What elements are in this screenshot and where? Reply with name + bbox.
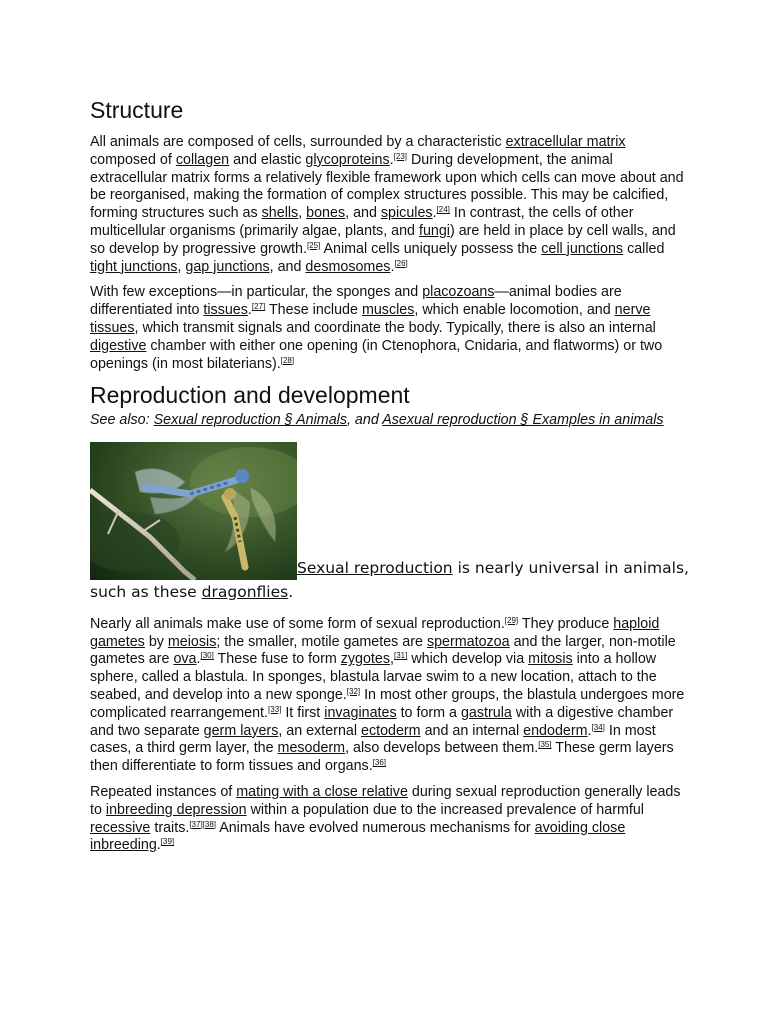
heading-reproduction: Reproduction and development <box>90 382 410 409</box>
citation-33[interactable]: [33] <box>268 704 282 714</box>
link-caption-sexual-reproduction[interactable]: Sexual reproduction <box>297 558 453 577</box>
link-meiosis[interactable]: meiosis <box>167 633 217 650</box>
link-cell-junctions[interactable]: cell junctions <box>541 240 624 257</box>
link-invaginates[interactable]: invaginates <box>324 704 397 721</box>
citation-39[interactable]: [39] <box>160 837 175 847</box>
link-endoderm[interactable]: endoderm <box>523 722 588 739</box>
link-tight-junctions[interactable]: tight junctions <box>90 258 178 275</box>
link-gametes[interactable]: gametes <box>90 633 145 650</box>
link-shells[interactable]: shells <box>261 205 299 222</box>
link-bones[interactable]: bones <box>306 205 346 222</box>
link-inbreeding-depression[interactable]: inbreeding depression <box>105 801 247 818</box>
link-recessive[interactable]: recessive <box>90 819 151 836</box>
link-spicules[interactable]: spicules <box>380 205 433 222</box>
link-placozoans[interactable]: placozoans <box>422 284 495 301</box>
paragraph-structure-2: With few exceptions—in particular, the sponges and placozoans—animal bodies are differentiated into tissues.[27] These include muscles, which enable locomotion, and nerve tissues, which transmit signals and coordinate the body. Typically, there is also an internal digestive chamber with either one opening (in Ctenophora, Cnidaria, and flatworms) or two openings (in most bilaterians).[28] <box>90 284 663 372</box>
link-digestive[interactable]: digestive <box>90 337 147 354</box>
link-spermatozoa[interactable]: spermatozoa <box>426 633 510 650</box>
article-body <box>90 96 690 863</box>
citation-35[interactable]: [35] <box>538 740 552 750</box>
citation-25[interactable]: [25] <box>306 240 321 250</box>
citation-34[interactable]: [34] <box>591 722 605 732</box>
paragraph-reproduction-1: Nearly all animals make use of some form of sexual reproduction.[29] They produce haploid gametes by meiosis; the smaller, motile gametes are spermatozoa and the larger, non-motile gametes are ova.[30] These fuse to form zygotes,[31] which develop via mitosis into a hollow sphere, called a blastula. In sponges, blastula larvae swim to a new location, attach to the seabed, and develop into a new sponge.[32] In most other groups, the blastula undergoes more complicated rearrangement.[33] It first invaginates to form a gastrula with a digestive chamber and two separate germ layers, an external ectoderm and an internal endoderm.[34] In most cases, a third germ layer, the mesoderm, also develops between them.[35] These germ layers then differentiate to form tissues and organs.[36] <box>90 615 685 775</box>
link-haploid[interactable]: haploid <box>613 615 660 632</box>
link-avoiding-close-inbreeding[interactable]: avoiding close inbreeding <box>90 819 626 854</box>
citation-27[interactable]: [27] <box>251 302 266 312</box>
link-muscles[interactable]: muscles <box>361 302 415 319</box>
heading-structure: Structure <box>90 97 184 123</box>
citation-23[interactable]: [23] <box>393 151 407 161</box>
link-zygotes[interactable]: zygotes <box>340 651 391 668</box>
link-mesoderm[interactable]: mesoderm <box>277 740 346 757</box>
link-desmosomes[interactable]: desmosomes <box>305 258 391 275</box>
link-ova[interactable]: ova <box>173 651 197 668</box>
citation-29[interactable]: [29] <box>504 615 519 625</box>
figure-dragonflies: Sexual reproduction is nearly universal in animals, such as these dragonflies. <box>90 442 690 604</box>
link-gastrula[interactable]: gastrula <box>460 704 512 721</box>
citation-32[interactable]: [32] <box>346 687 361 697</box>
link-glycoproteins[interactable]: glycoproteins <box>305 151 390 168</box>
link-mitosis[interactable]: mitosis <box>528 651 573 668</box>
paragraph-reproduction-2: Repeated instances of mating with a close relative during sexual reproduction generally leads to inbreeding depression within a population due to the increased prevalence of harmful recessive traits.[37][38] Animals have evolved numerous mechanisms for avoiding close inbreeding.[39] <box>90 784 681 854</box>
link-extracellular-matrix[interactable]: extracellular matrix <box>505 134 626 150</box>
citation-37-38[interactable]: [37][38] <box>189 819 217 829</box>
citation-31[interactable]: [31] <box>394 651 408 661</box>
citation-28[interactable]: [28] <box>280 355 295 365</box>
link-gap-junctions[interactable]: gap junctions <box>185 258 270 275</box>
paragraph-structure-1: All animals are composed of cells, surrounded by a characteristic extracellular matrix composed of collagen and elastic glycoproteins.[23] During development, the animal extracellular matrix forms a relatively flexible framework upon which cells can move about and be reorganised, making the formation of complex structures possible. This may be calcified, forming structures such as shells, bones, and spicules.[24] In contrast, the cells of other multicellular organisms (primarily algae, plants, and fungi) are held in place by cell walls, and so develop by progressive growth.[25] Animal cells uniquely possess the cell junctions called tight junctions, gap junctions, and desmosomes.[26] <box>90 134 684 275</box>
citation-24[interactable]: [24] <box>436 205 450 215</box>
link-tissues[interactable]: tissues <box>203 302 248 319</box>
link-mating-with-close-relative[interactable]: mating with a close relative <box>236 784 408 801</box>
citation-26[interactable]: [26] <box>394 258 408 268</box>
link-see-also-asexual-reproduction[interactable]: Asexual reproduction § Examples in animals <box>382 412 664 429</box>
link-germ-layers[interactable]: germ layers <box>203 722 279 739</box>
link-see-also-sexual-reproduction[interactable]: Sexual reproduction § Animals <box>153 412 347 429</box>
link-ectoderm[interactable]: ectoderm <box>361 722 421 739</box>
link-collagen[interactable]: collagen <box>175 151 230 168</box>
link-dragonflies[interactable]: dragonflies <box>201 582 289 601</box>
dragonflies-photo[interactable] <box>90 442 297 580</box>
link-fungi[interactable]: fungi <box>418 222 450 239</box>
link-nerve-tissues[interactable]: nerve tissues <box>90 302 651 336</box>
see-also-note: See also: Sexual reproduction § Animals, and Asexual reproduction § Examples in animals <box>90 412 664 429</box>
citation-30[interactable]: [30] <box>200 651 214 661</box>
citation-36[interactable]: [36] <box>372 758 387 768</box>
